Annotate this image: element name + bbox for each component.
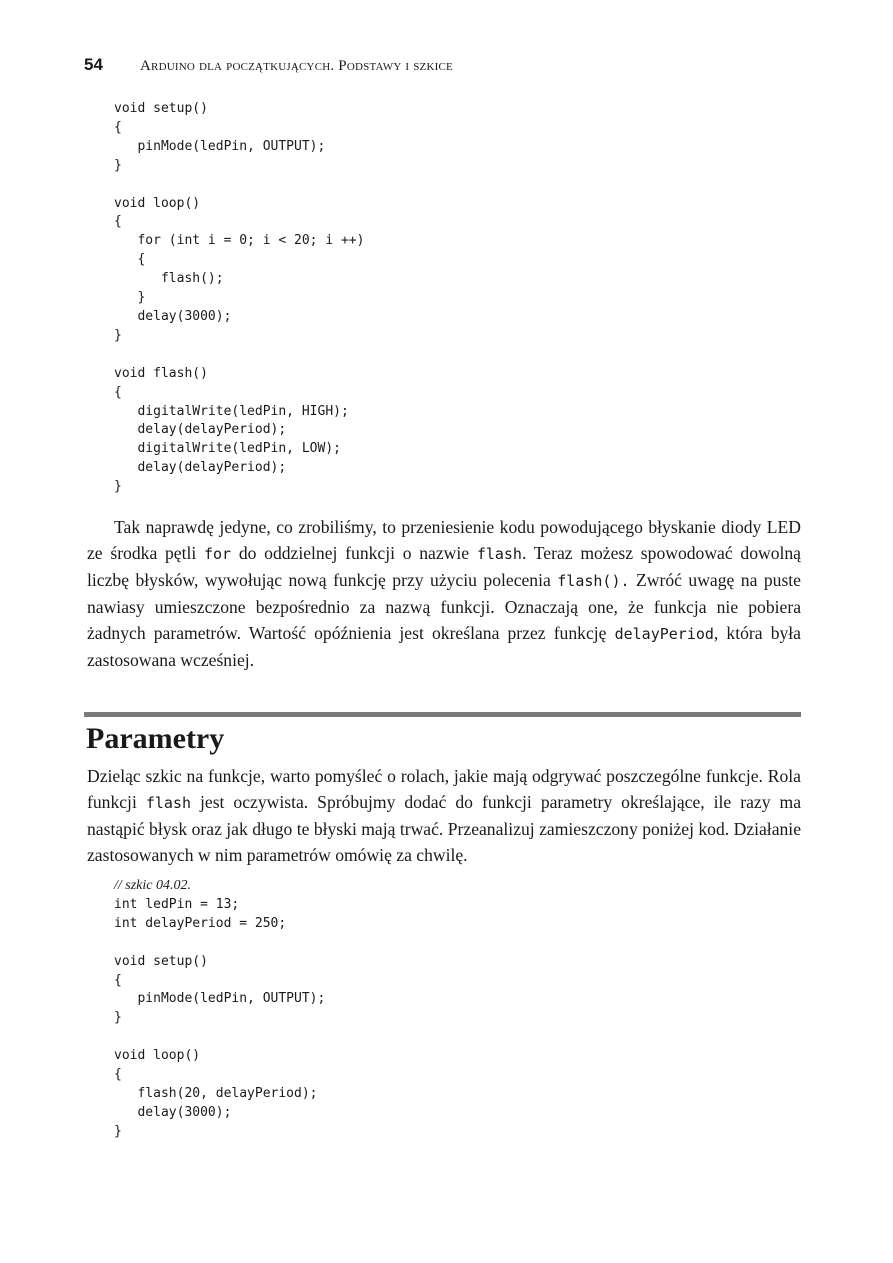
code-line: digitalWrite(ledPin, HIGH); <box>114 403 349 419</box>
running-title <box>140 58 453 75</box>
code-line: } <box>114 1010 122 1026</box>
code-line: pinMode(ledPin, OUTPUT); <box>114 138 326 154</box>
code-comment: // szkic 04.02. <box>114 878 191 893</box>
inline-code: for <box>204 545 232 563</box>
section-heading: Parametry <box>86 722 225 755</box>
paragraph-text: Tak naprawdę jedyne, co zrobiliśmy, to przeniesienie kodu powodującego błyskanie diody LED ze środka pętli <box>87 517 801 563</box>
code-line: { <box>114 252 146 268</box>
code-line: { <box>114 384 122 400</box>
paragraph-text: . Teraz możesz spowodować dowolną liczbę błysków, wywołując nową funkcję przy użyciu polecenia <box>87 543 801 590</box>
running-title-initial-1: A <box>140 58 152 74</box>
running-title-initial-2: P <box>338 58 347 74</box>
inline-code: flash(). <box>557 572 630 590</box>
code-line: delay(delayPeriod); <box>114 422 287 438</box>
body-paragraph-1 <box>87 514 801 673</box>
code-line: { <box>114 972 122 988</box>
paragraph-text: , która była zastosowana wcześniej. <box>87 623 801 670</box>
code-line: } <box>114 1123 122 1139</box>
code-line: void setup() <box>114 953 208 969</box>
code-line: { <box>114 119 122 135</box>
code-line: int ledPin = 13; <box>114 896 240 912</box>
code-line: { <box>114 214 122 230</box>
code-line: flash(); <box>114 271 224 287</box>
code-line: for (int i = 0; i < 20; i ++) <box>114 233 365 249</box>
code-line: pinMode(ledPin, OUTPUT); <box>114 991 326 1007</box>
code-block-sketch-04-02 <box>114 877 325 1142</box>
running-title-rest-1: rduino dla początkujących. <box>151 58 339 74</box>
inline-code: flash <box>476 545 522 563</box>
paragraph-text: jest oczywista. Spróbujmy dodać do funkcji parametry określające, ile razy ma nastąpić błysk oraz jak długo te błyski mają trwać. Przeanalizuj zamieszczony poniżej kod. Działanie zastosowanych w nim parametrów omówię za chwilę. <box>87 792 802 865</box>
code-line: void setup() <box>114 101 208 116</box>
running-header <box>84 55 453 79</box>
paragraph-text: do oddzielnej funkcji o nazwie <box>231 543 477 563</box>
code-block-flash-function <box>114 100 364 497</box>
running-title-rest-2: odstawy i szkice <box>346 58 453 74</box>
paragraph-text: Dzieląc szkic na funkcje, warto pomyśleć o rolach, jakie mają odgrywać poszczególne funkcje. Rola funkcji <box>87 766 801 812</box>
code-line: int delayPeriod = 250; <box>114 915 287 931</box>
page-number: 54 <box>84 55 103 74</box>
section-divider <box>84 712 801 717</box>
code-line: delay(3000); <box>114 308 232 324</box>
code-line: void loop() <box>114 195 201 211</box>
code-line: void flash() <box>114 365 208 381</box>
code-line: digitalWrite(ledPin, LOW); <box>114 441 341 457</box>
code-line: delay(delayPeriod); <box>114 460 287 476</box>
code-line: } <box>114 327 122 343</box>
code-line: } <box>114 157 122 173</box>
inline-code: delayPeriod <box>614 625 714 643</box>
code-line: void loop() <box>114 1048 201 1064</box>
code-line: delay(3000); <box>114 1104 232 1120</box>
code-line: { <box>114 1067 122 1083</box>
code-line: } <box>114 290 146 306</box>
body-paragraph-2 <box>87 763 801 868</box>
paragraph-text: Zwróć uwagę na puste nawiasy umieszczone bezpośrednio za nazwą funkcji. Oznaczają one, że funkcja nie pobiera żadnych parametrów. Wartość opóźnienia jest określana przez funkcję <box>87 570 801 643</box>
code-line: flash(20, delayPeriod); <box>114 1085 318 1101</box>
inline-code: flash <box>145 794 191 812</box>
code-line: } <box>114 479 122 495</box>
